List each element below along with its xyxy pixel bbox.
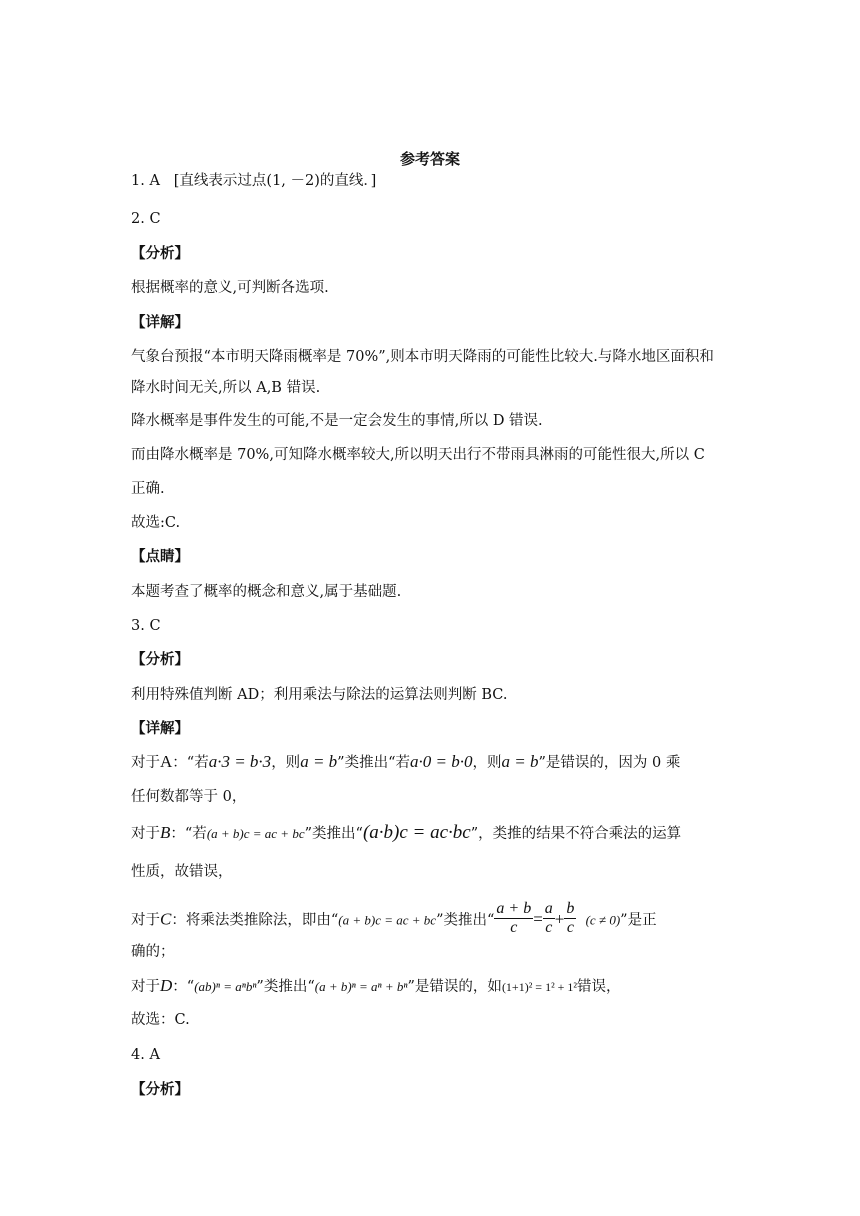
math-expression: a = b bbox=[300, 752, 338, 771]
q3-option-c-line-2: 确的； bbox=[131, 944, 175, 960]
option-b-label: B bbox=[160, 823, 171, 842]
q3-option-d: 对于D：“(ab)ⁿ = aⁿbⁿ”类推出“(a + b)ⁿ = aⁿ + bⁿ”是错误的，如(1+1)² = 1² + 1²错误， bbox=[131, 976, 621, 995]
q3-option-a: 对于A：“若a·3 = b·3，则a = b”类推出“若a·0 = b·0，则a = b”是错误的，因为 0 乘 bbox=[131, 752, 681, 771]
q2-comment: 本题考查了概率的概念和意义,属于基础题. bbox=[131, 584, 402, 600]
q3-option-b: 对于B：“若(a + b)c = ac + bc”类推出“(a·b)c = ac·bc”，类推的结果不符合乘法的运算 bbox=[131, 822, 682, 843]
math-expression: a = b bbox=[501, 752, 539, 771]
q2-comment-heading: 【点睛】 bbox=[131, 549, 189, 565]
q1-number: 1. A bbox=[131, 173, 160, 189]
q4-analysis-heading: 【分析】 bbox=[131, 1082, 189, 1098]
q3-option-b-line-2: 性质，故错误， bbox=[131, 864, 233, 880]
math-expression: a·0 = b·0 bbox=[410, 752, 473, 771]
q3-option-a-line-2: 任何数都等于 0， bbox=[131, 789, 247, 805]
q3-number: 3. C bbox=[131, 618, 161, 634]
option-c-label: C bbox=[160, 909, 172, 929]
math-expression: (a·b)c = ac·bc bbox=[362, 822, 471, 843]
q1-line bbox=[131, 171, 376, 191]
q2-detail-line-3: 降水概率是事件发生的可能,不是一定会发生的事情,所以 D 错误. bbox=[131, 413, 543, 429]
math-expression: (a + b)c = ac + bc bbox=[206, 826, 305, 841]
q2-detail-heading: 【详解】 bbox=[131, 315, 189, 331]
q2-analysis: 根据概率的意义,可判断各选项. bbox=[131, 280, 329, 296]
page-title: 参考答案 bbox=[399, 150, 460, 168]
q3-option-c: 对于C：将乘法类推除法，即由“(a + b)c = ac + bc”类推出“ $\frac{a + b}{c}$ = $\frac{a}{c}$ + $\frac{b}{c}$ (c ≠ 0)”是正 bbox=[131, 900, 657, 936]
option-d-label: D bbox=[160, 976, 173, 995]
q2-analysis-heading: 【分析】 bbox=[131, 246, 189, 262]
math-expression: (a + b)ⁿ = aⁿ + bⁿ bbox=[314, 979, 408, 994]
math-expression: (a + b)c = ac + bc bbox=[338, 912, 437, 928]
q3-conclusion: 故选：C. bbox=[131, 1012, 190, 1028]
q4-number: 4. A bbox=[131, 1047, 160, 1063]
math-expression: a·3 = b·3 bbox=[208, 752, 272, 771]
math-expression: (ab)ⁿ = aⁿbⁿ bbox=[194, 979, 257, 994]
q1-explanation: [直线表示过点(1, －2)的直线．] bbox=[173, 173, 377, 189]
q2-detail-line-1: 气象台预报“本市明天降雨概率是 70%”,则本市明天降雨的可能性比较大.与降水地区面积和 bbox=[131, 349, 714, 365]
math-expression: (1+1)² = 1² + 1² bbox=[501, 980, 578, 994]
math-expression: (c ≠ 0) bbox=[585, 912, 621, 928]
fraction: $\frac{a}{c}$ bbox=[544, 900, 553, 936]
option-a-label: A bbox=[160, 752, 173, 771]
fraction: $\frac{b}{c}$ bbox=[566, 900, 575, 936]
q2-number: 2. C bbox=[131, 211, 161, 227]
q2-detail-line-4: 而由降水概率是 70%,可知降水概率较大,所以明天出行不带雨具淋雨的可能性很大,所以 C bbox=[131, 447, 705, 463]
q3-detail-heading: 【详解】 bbox=[131, 721, 189, 737]
q3-analysis-heading: 【分析】 bbox=[131, 652, 189, 668]
q2-detail-line-5: 正确. bbox=[131, 481, 165, 497]
fraction: $\frac{a + b}{c}$ bbox=[496, 900, 532, 936]
q2-detail-line-6: 故选:C. bbox=[131, 515, 181, 531]
q2-detail-line-2: 降水时间无关,所以 A,B 错误. bbox=[131, 380, 321, 396]
q3-analysis: 利用特殊值判断 AD；利用乘法与除法的运算法则判断 BC. bbox=[131, 687, 508, 703]
